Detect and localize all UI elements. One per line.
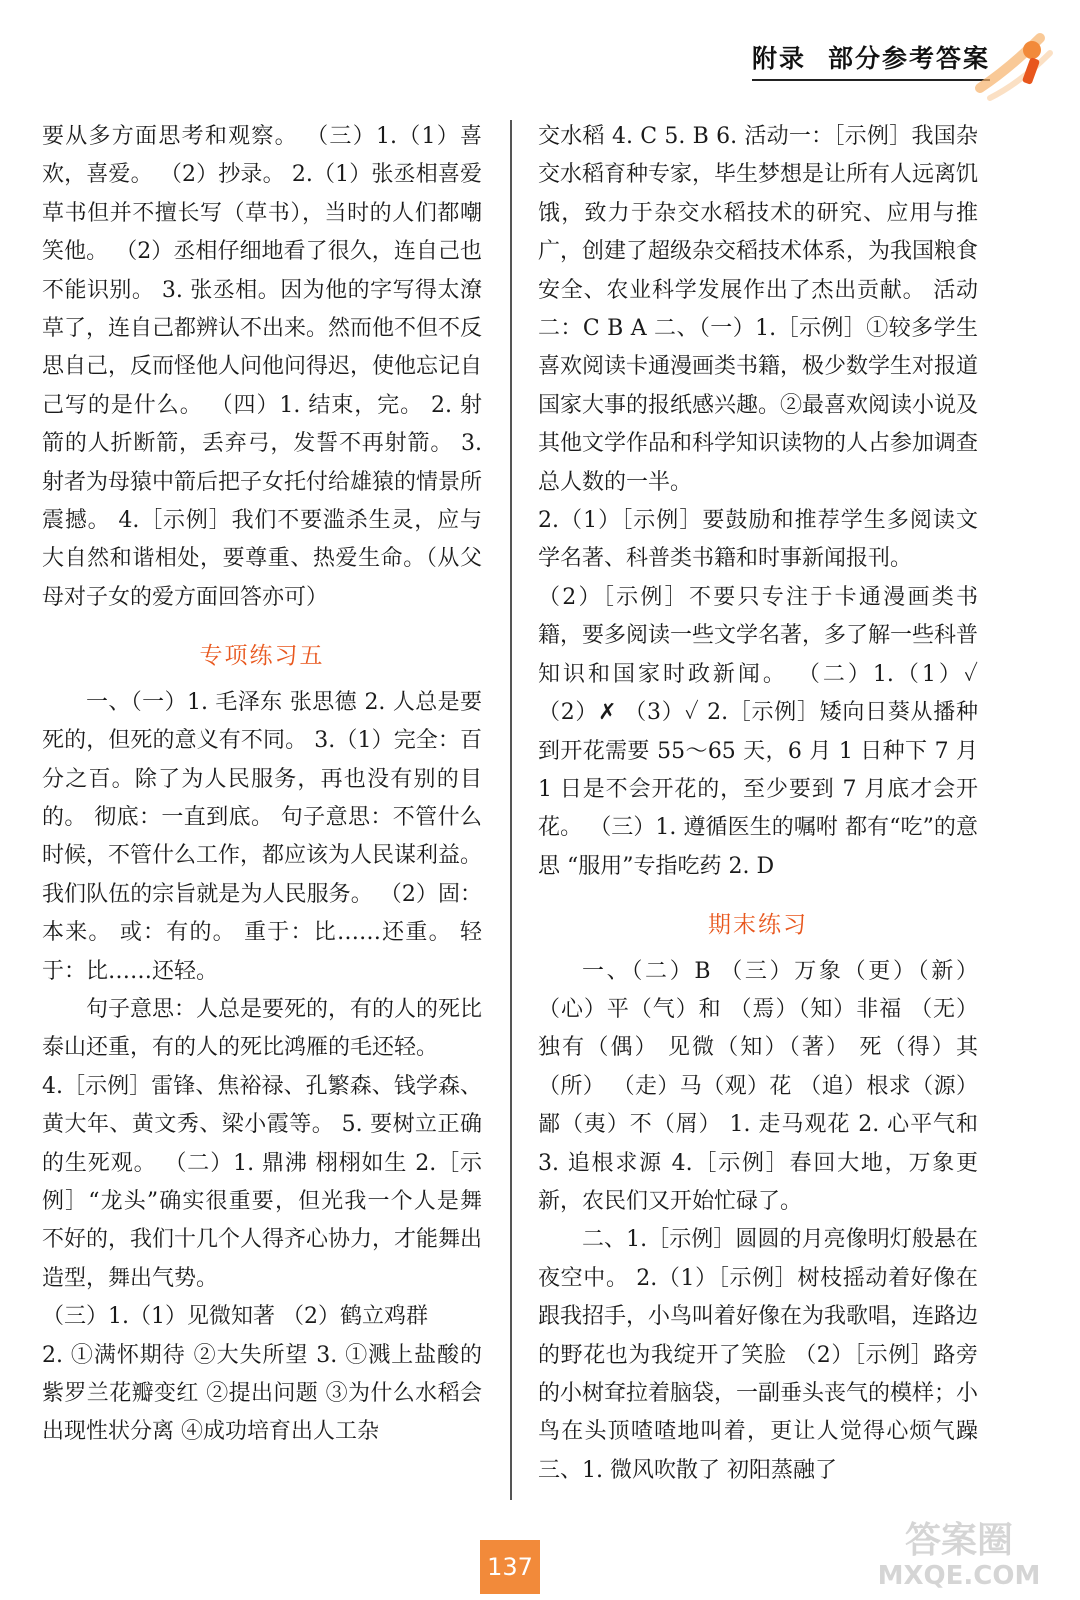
header-title: [752, 39, 990, 81]
pencil-logo-icon: [970, 28, 1060, 118]
watermark-logo-icon: [854, 1512, 1064, 1592]
left-paragraph-2: 一、（一）1. 毛泽东 张思德 2. 人总是要死的，但死的意义有不同。 3.（1）完全：百分之百。除了为人民服务，再也没有别的目的。 彻底：一直到底。 句子意思：不管什么时候，不管什么工作，都应该为人民谋利益。我们队伍的宗旨就是为人民服务。 （2）固：本来。 或：有的。 重于：比……还重。 轻于：比……还轻。: [42, 689, 483, 984]
section-title-special-practice-5: 专项练习五: [199, 643, 325, 670]
left-column: [42, 118, 482, 1452]
left-paragraph-4: 4.［示例］雷锋、焦裕禄、孔繁森、钱学森、黄大年、黄文秀、梁小霞等。 5. 要树立正确的生死观。 （二）1. 鼎沸 栩栩如生 2.［示例］“龙头”确实很重要，但光我一个人是舞不好的，我们十几个人得齐心协力，才能舞出造型，舞出气势。: [42, 1073, 483, 1291]
right-paragraph-5: 二、1.［示例］圆圆的月亮像明灯般悬在夜空中。 2.（1）［示例］树枝摇动着好像在跟我招手，小鸟叫着好像在为我歌唱，连路边的野花也为我绽开了笑脸 （2）［示例］路旁的小树耷拉着脑袋，一副垂头丧气的模样；小鸟在头顶喳喳地叫着，更让人觉得心烦气躁 三、1. 微风吹散了 初阳蒸融了: [538, 1227, 979, 1483]
left-paragraph-1: 要从多方面思考和观察。 （三）1.（1）喜欢，喜爱。 （2）抄录。 2.（1）张丞相喜爱草书但并不擅长写（草书），当时的人们都嘲笑他。 （2）丞相仔细地看了很久，连自己也不能识别。 3. 张丞相。因为他的字写得太潦草了，连自己都辨认不出来。然而他不但不反思自己，反而怪他人问他问得迟，使他忘记自己写的是什么。 （四）1. 结束，完。 2. 射箭的人折断箭，丢弃弓，发誓不再射箭。 3. 射者为母猿中箭后把子女托付给雄猿的情景所震撼。 4.［示例］我们不要滥杀生灵，应与大自然和谐相处，要尊重、热爱生命。（从父母对子女的爱方面回答亦可）: [42, 124, 483, 610]
left-paragraph-3: 句子意思：人总是要死的，有的人的死比泰山还重，有的人的死比鸿雁的毛还轻。: [42, 996, 483, 1061]
section-title-final-practice: 期末练习: [708, 912, 808, 939]
watermark-line-1: 答案圈: [904, 1520, 1014, 1561]
page-number-badge: 137: [480, 1540, 540, 1594]
right-paragraph-1: 交水稻 4. C 5. B 6. 活动一：［示例］我国杂交水稻育种专家，毕生梦想是让所有人远离饥饿，致力于杂交水稻技术的研究、应用与推广，创建了超级杂交稻技术体系，为我国粮食安全、农业科学发展作出了杰出贡献。 活动二：C B A 二、（一）1.［示例］①较多学生喜欢阅读卡通漫画类书籍，极少数学生对报道国家大事的报纸感兴趣。②最喜欢阅读小说及其他文学作品和科学知识读物的人占参加调查总人数的一半。: [538, 124, 979, 495]
right-column: [538, 118, 978, 1490]
left-paragraph-6: 2. ①满怀期待 ②大失所望 3. ①溅上盐酸的紫罗兰花瓣变红 ②提出问题 ③为什么水稻会出现性状分离 ④成功培育出人工杂: [42, 1342, 482, 1445]
watermark-line-2: MXQE.COM: [877, 1561, 1041, 1591]
page-header: [752, 40, 990, 80]
left-paragraph-5: （三）1.（1）见微知著 （2）鹤立鸡群: [42, 1304, 428, 1330]
column-divider: [510, 120, 512, 1500]
right-paragraph-4: 一、（二）B （三）万象（更）（新）（心）平（气）和 （焉）（知）非福 （无）独有（偶） 见微（知）（著） 死（得）其（所） （走）马（观）花 （追）根求（源） 鄙（夷）不（屑） 1. 走马观花 2. 心平气和 3. 追根求源 4.［示例］春回大地，万象更新，农民们又开始忙碌了。: [538, 958, 978, 1214]
header-title-appendix: 附录: [751, 44, 806, 73]
right-paragraph-3: （2）［示例］不要只专注于卡通漫画类书籍，要多阅读一些文学名著，多了解一些科普知识和国家时政新闻。 （二）1.（1）✓ （2）✗ （3）✓ 2.［示例］矮向日葵从播种到开花需要 55～65 天，6 月 1 日种下 7 月 1 日是不会开花的，至少要到 7 月底才会开花。 （三）1. 遵循医生的嘱咐 都有“吃”的意思 “服用”专指吃药 2. D: [538, 584, 979, 879]
header-title-answers: 部分参考答案: [827, 44, 990, 73]
right-paragraph-2: 2.（1）［示例］要鼓励和推荐学生多阅读文学名著、科普类书籍和时事新闻报刊。: [538, 508, 978, 572]
